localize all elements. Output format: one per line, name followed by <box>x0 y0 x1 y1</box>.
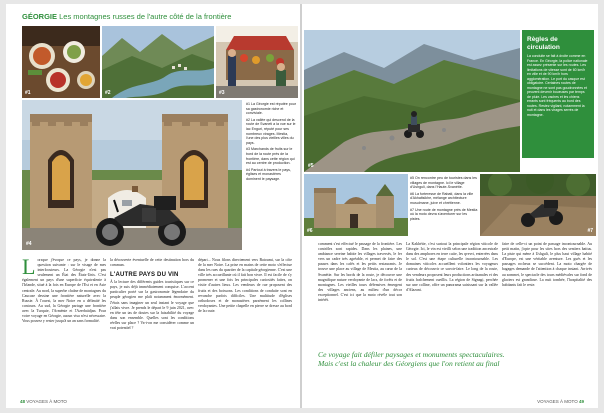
photo-number: #5 <box>308 163 314 169</box>
photo-moto-forest <box>480 174 596 236</box>
body-right-col2: La Kakhétie, c'est surtout la principale région viticole de Géorgie. Ici, le vin est vieilli selon une tradition ancestrale dans des amphores en terre cuite, les qvevri, enterrées dans le sol. C'est une étape culturelle incontournable. Les domaines viticoles accueillent volontiers les voyageurs curieux de découvrir ce savoir-faire. Le long de la route, des vendeurs proposent leurs productions artisanales et des fruits fraîchement cueillis. La région de Signagi, perchée sur une colline, offre un panorama saisissant sur la vallée d'Alazani. <box>406 242 498 292</box>
photo-fortress <box>304 174 408 236</box>
section-header <box>22 12 231 21</box>
sidebar-traffic-rules <box>522 30 594 158</box>
header-country: GÉORGIE <box>22 12 58 21</box>
captions-right <box>410 176 478 223</box>
caption-5: #5 On rencontre peu de touristes dans les villages de montagne. Ici le village d'Ushguli, dans l'Haute-Svanétie. <box>410 176 477 190</box>
body-right-col3: faire de celle-ci un point de passage incontournable. Au petit matin, j'opte pour les sites hors des sentiers battus. La piste qui mène à Ushguli, le plus haut village habité d'Europe, est une véritable aventure. Les gués et les passages rocheux se succèdent. La moto chargée de bagages demande de l'attention à chaque instant. Arrivés au sommet, le spectacle des tours médiévales sur fond de glaciers est grandiose. La nuit tombée, l'hospitalité des habitants fait le reste. <box>502 242 592 287</box>
magazine-name-left: VOYAGES À MOTO <box>26 399 67 404</box>
caption-6: #6 La forteresse de Rabati, dans la ville d'Akhaltsikhe, mélange architecture musulmane, juive et chrétienne. <box>410 191 474 205</box>
photo-number: #4 <box>26 241 32 247</box>
caption-7: #7 Une route de montagne près de Mestia où la moto devra s'aventurer sur les pistes. <box>410 207 478 221</box>
body-left-col2b: À la lecture des différents guides touristiques sur ce pays, je suis déjà immédiatement conquise. L'accent particulier porté sur la gastronomie légendaire du peuple géorgien me plaît notamment énormément. J'étais sans imaginer un seul instant le voyage que j'allais vivre. Je prends le départ le 9 juin 2021, avec en tête un tas de doutes sur la faisabilité du voyage dans son ensemble. Quelles sont les conditions réelles sur place ? Va-t-on me considérer comme un vrai potentiel ? <box>110 280 194 331</box>
page-number-left: 48 <box>20 399 26 404</box>
body-left-col2a: la découverte éventuelle de cette destination hors du commun. <box>110 258 194 268</box>
body-left-col1: orsque j'évoque ce pays, je donne la question suivante : sur le visage de mes interlocuteurs. La Géorgie n'est pas seulement un État des États-Unis. C'est également un pays d'une superficie équivalente à l'Irlande, situé à la fois en Europe de l'Est et en Asie centrale. Au nord, la superbe chaîne de montagnes du Caucase dessine une frontière naturelle avec la Russie. À l'ouest, la mer Noire en a délimité les contours. Au sud, la Géorgie partage une frontière avec la Turquie, l'Arménie et l'Azerbaïdjan. Pour votre voyage en Géorgie, aucun visa n'est nécessaire. Vous pouvez y rester jusqu'à un an sans formalité. <box>22 258 106 324</box>
captions-left <box>246 102 296 184</box>
body-right-col1: comment s'est effectué le passage de la frontière. Les contrôles sont rapides. Dans les plaines, une ambiance sereine habite les villages traversés, le fer vers un cadre très agréable, et permet de faire des pauses dans les cafés et les petits restaurants. Je trouve une place au village de Mestia, au cœur de la Svanétie. Sur les bords de la route, je découvre une magnifique nature verdoyante de lacs, de forêts et de montagnes. Les vieilles tours défensives émergent des villages anciens, au milieu d'un décor exceptionnel. C'est ici que la moto révèle tout son intérêt. <box>318 242 402 303</box>
photo-number: #2 <box>105 90 111 96</box>
body-column-5 <box>406 242 498 346</box>
left-page <box>6 4 300 408</box>
sidebar-title: Règles de circulation <box>527 36 560 51</box>
page-number-right: 49 <box>578 399 584 404</box>
body-column-3 <box>198 258 292 398</box>
body-column-6 <box>502 242 592 398</box>
photo-number: #7 <box>587 228 593 234</box>
caption-2: #2 La vallée qui descend de la route de Svaneti a la vue sur le lac Enguri, réputé pour ses nombreux virages. Mestia, l'une des plus vieilles villes du pays. <box>246 117 296 145</box>
photo-number: #6 <box>307 228 313 234</box>
folio-left <box>20 399 67 404</box>
photo-number: #1 <box>25 90 31 96</box>
photo-mountain-road <box>304 30 520 172</box>
body-column-1 <box>22 258 106 398</box>
caption-1: #1 La Géorgie est réputée pour sa gastronomie riche et conviviale. <box>246 102 296 116</box>
right-page <box>302 4 598 408</box>
folio-right <box>537 399 584 404</box>
section-heading: L'AUTRE PAYS DU VIN <box>110 272 179 279</box>
magazine-name-right: VOYAGES À MOTO <box>537 399 578 404</box>
body-left-col3: départ... Nous filons directement vers Batoumi, sur la côte de la mer Noire. La prise en mains de cette moto s'effectue dans les rues du quartier de la capitale géorgienne. C'est une ville très accueillante où il fait bon vivre. Il est facile de s'y promener et une fois les principales curiosités faites, on visite d'autres lieux. Les vendeurs de rue proposent des fruits et des boissons. Les conditions de conduite sont en revanche parfois difficiles. Une multitude d'églises orthodoxes et de monastères parsèment les collines verdoyantes. Une petite chapelle en pierre se dresse au bord de la route. <box>198 258 292 313</box>
photo-church-moto <box>22 100 242 250</box>
photo-market <box>216 26 298 98</box>
body-column-4 <box>318 242 402 342</box>
pull-quote: Ce voyage fait défiler paysages et monuments spectaculaires. Mais c'est la chaleur des Géorgiens que l'on retient au final <box>318 350 505 368</box>
caption-4: #4 Partout à travers le pays, églises et monastères dominent le paysage. <box>246 167 291 181</box>
sidebar-text: La conduite se fait à droite comme en France. En Géorgie, la police nationale est assez présente sur les routes. Les limitations de vitesse sont de 60 km/h en ville et de 90 km/h hors agglomération. Le port du casque est obligatoire. Certaines routes de montagne ne sont pas goudronnées et peuvent devenir boueuses par temps de pluie. Les vaches et les chiens errants sont fréquents au bord des routes. Restez vigilant, notamment la nuit et dans les virages serrés de montagne. <box>527 54 588 117</box>
header-subtitle: Les montagnes russes de l'autre côté de la frontière <box>59 12 232 21</box>
photo-food <box>22 26 100 98</box>
caption-3: #3 Marchands de fruits sur le bord de la route près de la frontière, dans cette région qui est au centre de production. <box>246 147 295 166</box>
photo-valley <box>102 26 214 98</box>
drop-cap: L <box>22 258 36 279</box>
body-column-2 <box>110 258 194 398</box>
photo-number: #3 <box>219 90 225 96</box>
